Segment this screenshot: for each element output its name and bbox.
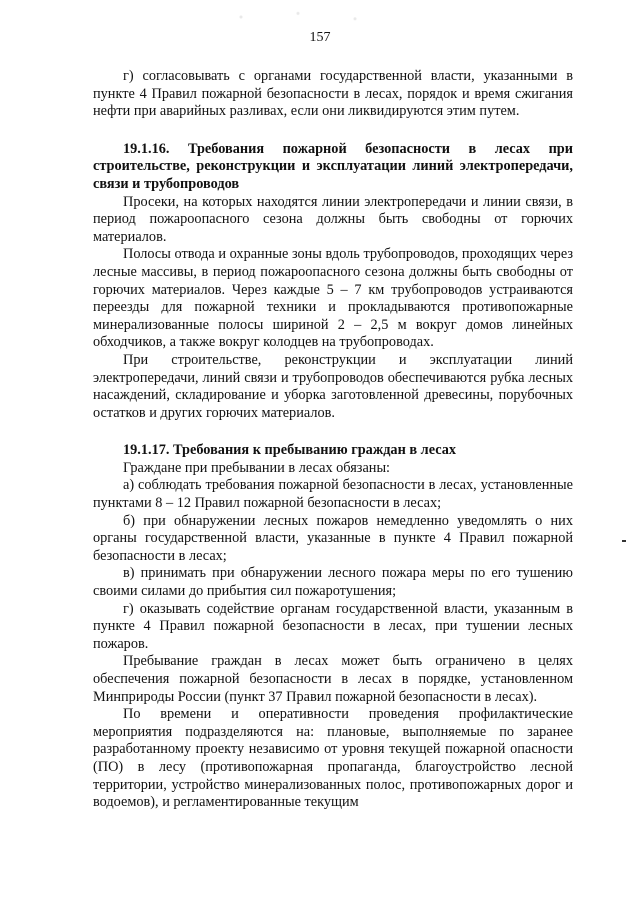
scan-speck (622, 540, 626, 542)
list-item-v: в) принимать при обнаружении лесного пожара меры по его тушению своими силами до прибытия сил пожаротушения; (93, 565, 573, 600)
scan-noise (222, 8, 412, 26)
paragraph: Полосы отвода и охранные зоны вдоль трубопроводов, проходящих через лесные массивы, в период пожароопасного сезона должны быть свободны от горючих материалов. Через каждые 5 – 7 км трубопроводов устраиваются переезды для пожарной техники и прокладываются противопожарные минерализованные полосы шириной 2 – 2,5 м вокруг домов линейных обходчиков, а также вокруг колодцев на трубопроводах. (93, 246, 573, 351)
paragraph: Пребывание граждан в лесах может быть ограничено в целях обеспечения пожарной безопасности в лесах в порядке, установленном Минприроды России (пункт 37 Правил пожарной безопасности в лесах). (93, 653, 573, 705)
list-item-a: а) соблюдать требования пожарной безопасности в лесах, установленные пунктами 8 – 12 Правил пожарной безопасности в лесах; (93, 477, 573, 512)
section-heading-19-1-17: 19.1.17. Требования к пребыванию граждан в лесах (123, 442, 457, 459)
section-heading-19-1-16: 19.1.16. Требования пожарной безопасности в лесах при строительстве, реконструкции и эксплуатации линий электропередачи, связи и трубопроводов (93, 140, 573, 192)
paragraph: Граждане при пребывании в лесах обязаны: (123, 459, 391, 476)
paragraph: Просеки, на которых находятся линии электропередачи и линии связи, в период пожароопасного сезона должны быть свободны от горючих материалов. (93, 193, 573, 245)
paragraph: При строительстве, реконструкции и эксплуатации линий электропередачи, линий связи и трубопроводов обеспечиваются рубка лесных насаждений, складирование и уборка заготовленной древесины, порубочных остатков и других горючих материалов. (93, 351, 573, 421)
page-number: 157 (309, 30, 331, 45)
list-item-g: г) оказывать содействие органам государственной власти, указанным в пункте 4 Правил пожарной безопасности в лесах, при тушении лесных пожаров. (93, 600, 573, 652)
paragraph: По времени и оперативности проведения профилактические мероприятия подразделяются на: плановые, выполняемые по заранее разработанному проекту независимо от уровня текущей пожарной опасности (ПО) в лесу (противопожарная пропаганда, благоустройство лесной территории, устройство минерализованных полос, противопожарных дорог и водоемов), и регламентированные текущим (93, 706, 573, 811)
list-item-b: б) при обнаружении лесных пожаров немедленно уведомлять о них органы государственной власти, указанные в пункте 4 Правил пожарной безопасности в лесах; (93, 512, 573, 564)
paragraph-g: г) согласовывать с органами государственной власти, указанными в пункте 4 Правил пожарной безопасности в лесах, порядок и время сжигания нефти при аварийных разливах, если они ликвидируются этим путем. (93, 68, 573, 120)
document-body (93, 68, 573, 812)
